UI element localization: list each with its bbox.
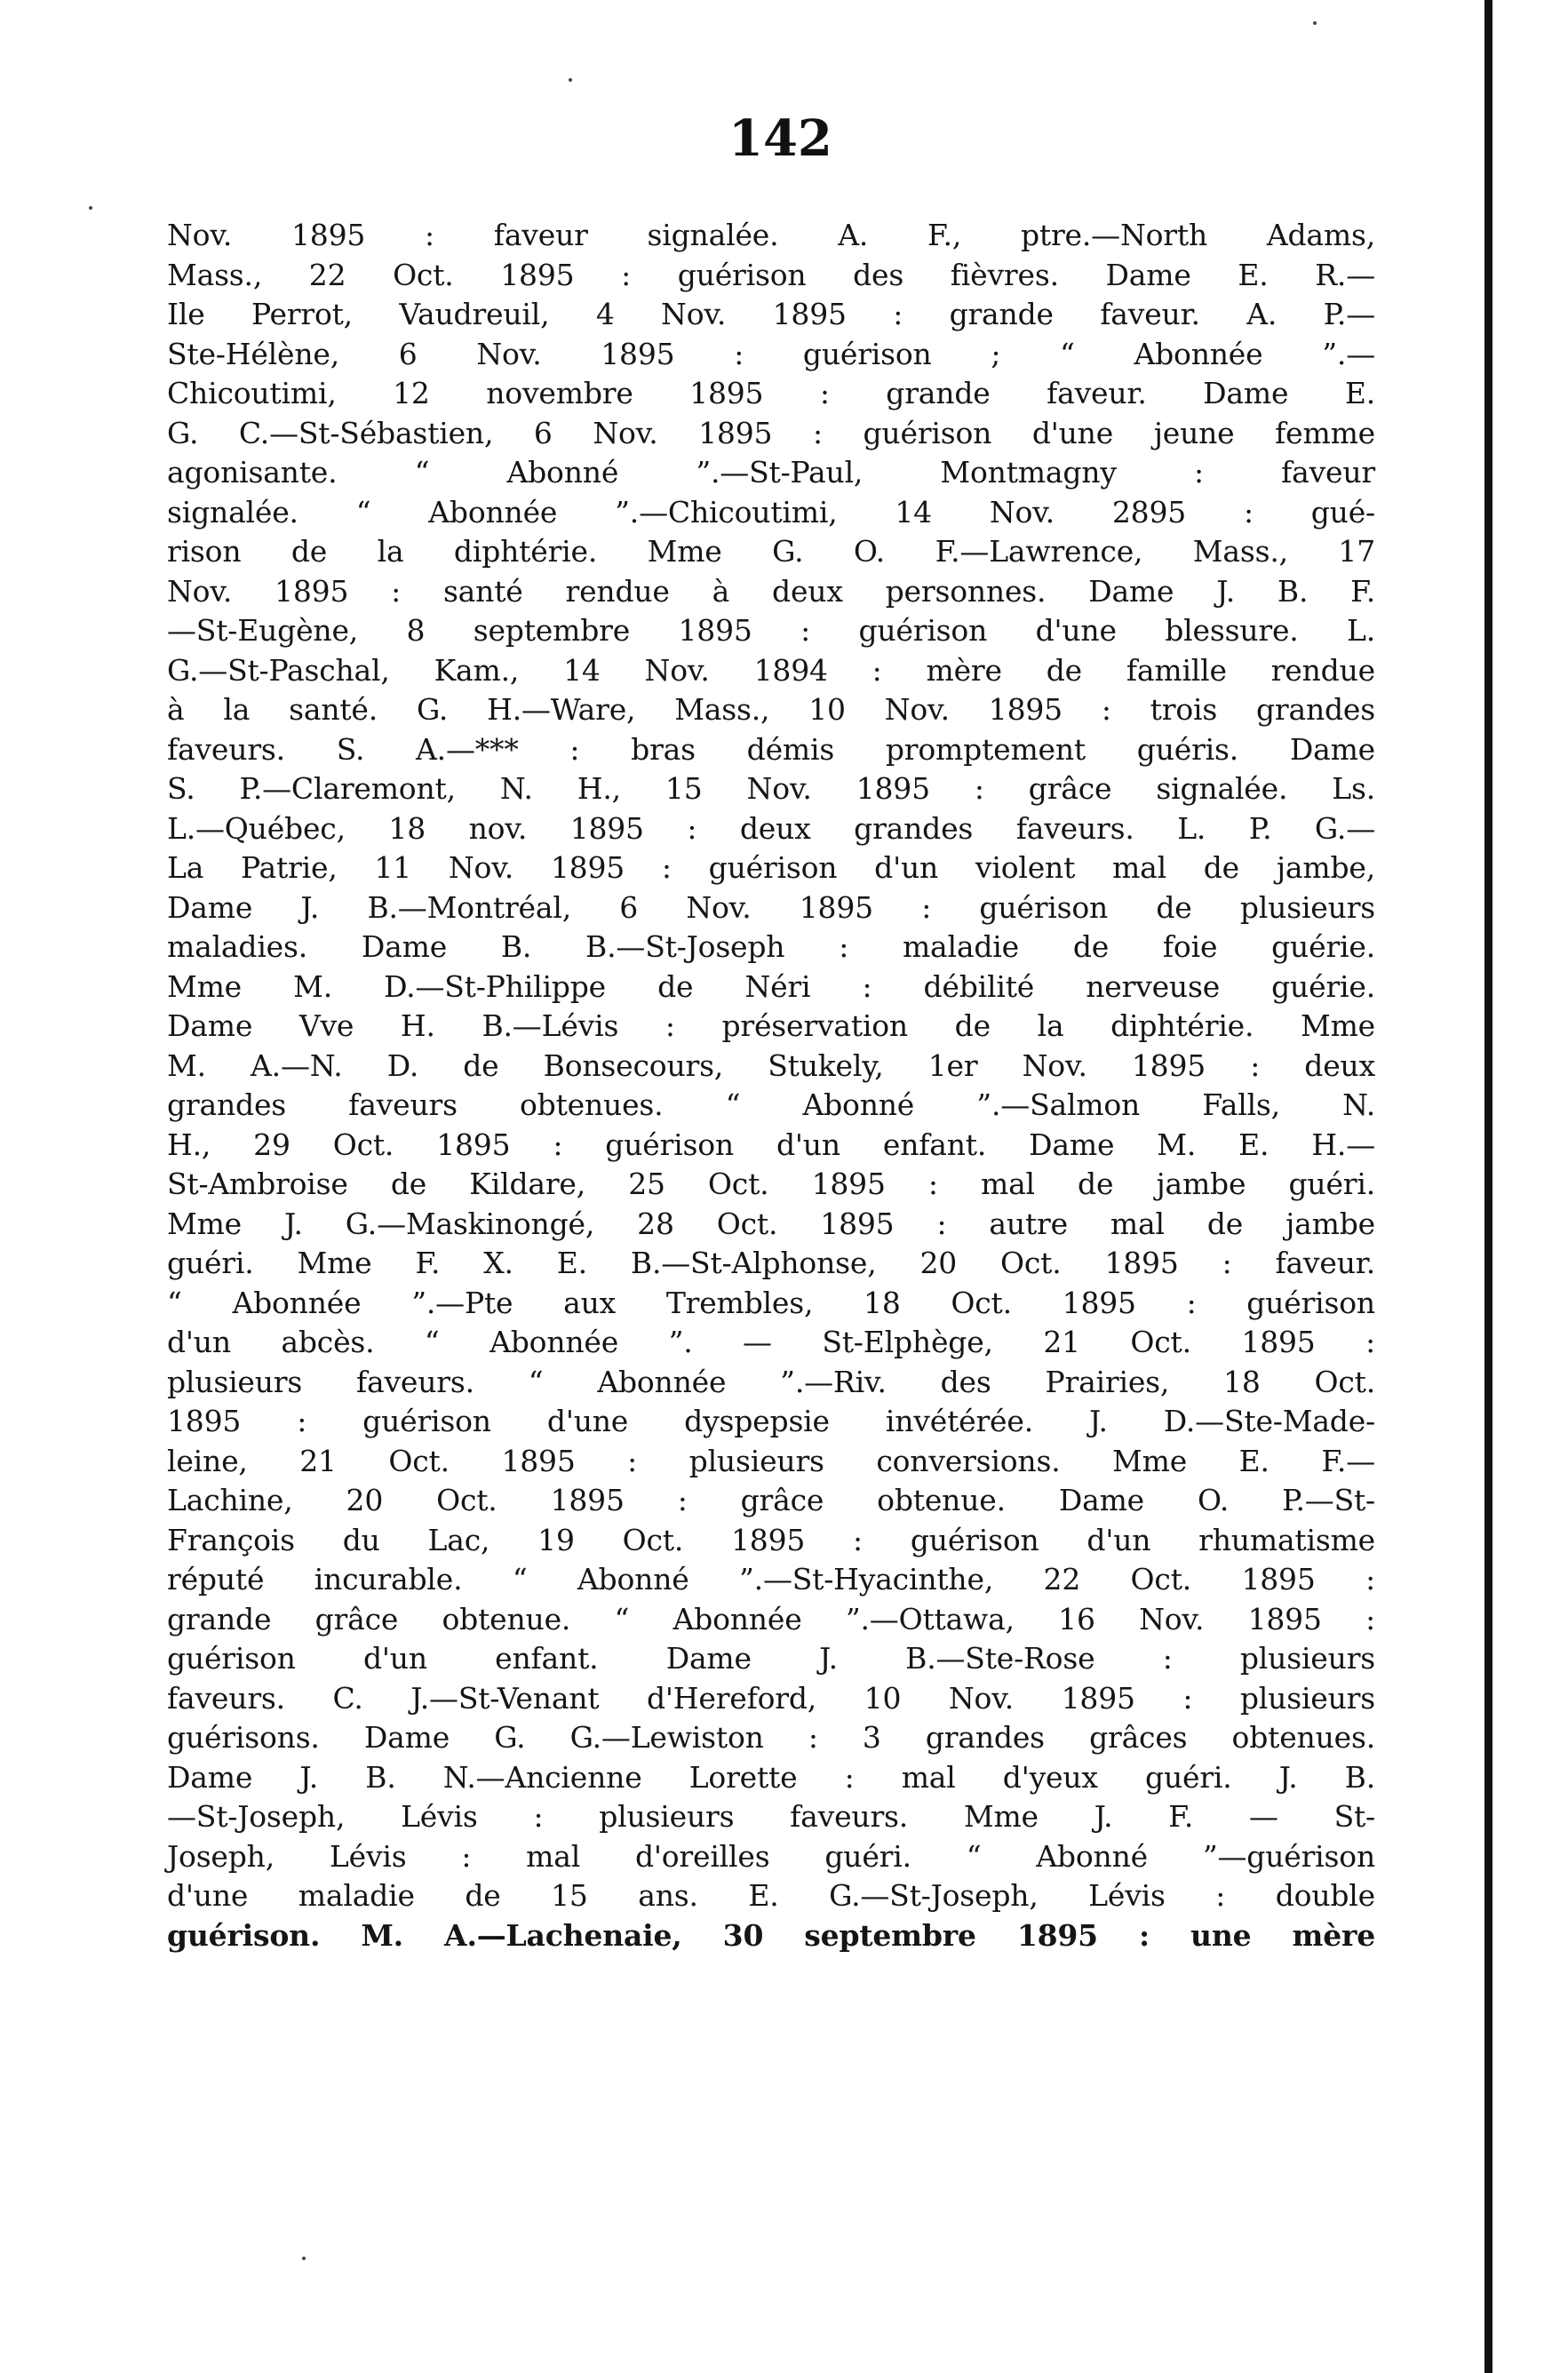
text-line: H., 29 Oct. 1895 : guérison d'un enfant. Dame M. E. H.— <box>167 1127 1375 1162</box>
text-line: Ste-Hélène, 6 Nov. 1895 : guérison ; “ Abonnée ”.— <box>167 336 1375 371</box>
text-line: Dame J. B.—Montréal, 6 Nov. 1895 : guérison de plusieurs <box>167 889 1375 925</box>
text-line: M. A.—N. D. de Bonsecours, Stukely, 1er Nov. 1895 : deux <box>167 1047 1375 1083</box>
text-line: 1895 : guérison d'une dyspepsie invétérée. J. D.—Ste-Made- <box>167 1404 1375 1438</box>
text-line: leine, 21 Oct. 1895 : plusieurs conversions. Mme E. F.— <box>167 1443 1375 1478</box>
print-speck <box>569 78 572 82</box>
text-line: Dame J. B. N.—Ancienne Lorette : mal d'yeux guéri. J. B. <box>167 1759 1375 1795</box>
text-line: —St-Eugène, 8 septembre 1895 : guérison d'une blessure. L. <box>167 613 1375 648</box>
text-line: guérisons. Dame G. G.—Lewiston : 3 grandes grâces obtenues. <box>167 1720 1375 1755</box>
print-speck <box>89 206 92 210</box>
page-number: 142 <box>728 109 832 168</box>
text-line: S. P.—Claremont, N. H., 15 Nov. 1895 : grâce signalée. Ls. <box>167 771 1375 806</box>
text-line: Chicoutimi, 12 novembre 1895 : grande faveur. Dame E. <box>167 376 1375 410</box>
text-line: guérison. M. A.—Lachenaie, 30 septembre 1895 : une mère <box>167 1917 1375 1953</box>
text-line: François du Lac, 19 Oct. 1895 : guérison d'un rhumatisme <box>167 1522 1375 1557</box>
text-line: Ile Perrot, Vaudreuil, 4 Nov. 1895 : grande faveur. A. P.— <box>167 297 1375 331</box>
print-speck <box>1313 21 1317 25</box>
text-line: faveurs. C. J.—St-Venant d'Hereford, 10 Nov. 1895 : plusieurs <box>167 1680 1375 1716</box>
body-text <box>167 216 1375 1955</box>
print-speck <box>302 2257 306 2260</box>
text-line: Lachine, 20 Oct. 1895 : grâce obtenue. Dame O. P.—St- <box>167 1483 1375 1517</box>
text-line: Mme M. D.—St-Philippe de Néri : débilité nerveuse guérie. <box>167 968 1375 1004</box>
text-line: “ Abonnée ”.—Pte aux Trembles, 18 Oct. 1895 : guérison <box>167 1285 1375 1320</box>
text-line: grande grâce obtenue. “ Abonnée ”.—Ottawa, 16 Nov. 1895 : <box>167 1601 1375 1636</box>
text-line: Mme J. G.—Maskinongé, 28 Oct. 1895 : autre mal de jambe <box>167 1206 1375 1241</box>
text-line: plusieurs faveurs. “ Abonnée ”.—Riv. des Prairies, 18 Oct. <box>167 1364 1375 1399</box>
text-line: Mass., 22 Oct. 1895 : guérison des fièvres. Dame E. R.— <box>167 257 1375 292</box>
text-line: guérison d'un enfant. Dame J. B.—Ste-Rose : plusieurs <box>167 1641 1375 1676</box>
text-line: guéri. Mme F. X. E. B.—St-Alphonse, 20 Oct. 1895 : faveur. <box>167 1246 1375 1280</box>
text-line: La Patrie, 11 Nov. 1895 : guérison d'un violent mal de jambe, <box>167 850 1375 885</box>
text-line: St-Ambroise de Kildare, 25 Oct. 1895 : mal de jambe guéri. <box>167 1167 1375 1201</box>
text-line: d'une maladie de 15 ans. E. G.—St-Joseph, Lévis : double <box>167 1878 1375 1913</box>
text-line: Joseph, Lévis : mal d'oreilles guéri. “ Abonné ”—guérison <box>167 1838 1375 1874</box>
text-line: maladies. Dame B. B.—St-Joseph : maladie de foie guérie. <box>167 929 1375 964</box>
text-line: —St-Joseph, Lévis : plusieurs faveurs. Mme J. F. — St- <box>167 1799 1375 1834</box>
text-line: Nov. 1895 : faveur signalée. A. F., ptre.—North Adams, <box>167 218 1375 252</box>
text-line: L.—Québec, 18 nov. 1895 : deux grandes faveurs. L. P. G.— <box>167 810 1375 846</box>
text-line: à la santé. G. H.—Ware, Mass., 10 Nov. 1895 : trois grandes <box>167 692 1375 727</box>
page-edge-shadow <box>1484 0 1492 2373</box>
text-line: Dame Vve H. B.—Lévis : préservation de la diphtérie. Mme <box>167 1008 1375 1043</box>
text-line: Nov. 1895 : santé rendue à deux personnes. Dame J. B. F. <box>167 573 1375 609</box>
text-line: réputé incurable. “ Abonné ”.—St-Hyacinthe, 22 Oct. 1895 : <box>167 1562 1375 1597</box>
text-line: signalée. “ Abonnée ”.—Chicoutimi, 14 Nov. 2895 : gué- <box>167 494 1375 530</box>
text-line: G. C.—St-Sébastien, 6 Nov. 1895 : guérison d'une jeune femme <box>167 415 1375 450</box>
text-line: faveurs. S. A.—*** : bras démis promptement guéris. Dame <box>167 731 1375 767</box>
text-line: G.—St-Paschal, Kam., 14 Nov. 1894 : mère de famille rendue <box>167 652 1375 688</box>
text-line: d'un abcès. “ Abonnée ”. — St-Elphège, 21 Oct. 1895 : <box>167 1325 1375 1359</box>
text-line: agonisante. “ Abonné ”.—St-Paul, Montmagny : faveur <box>167 455 1375 490</box>
text-line: grandes faveurs obtenues. “ Abonné ”.—Salmon Falls, N. <box>167 1087 1375 1122</box>
text-line: rison de la diphtérie. Mme G. O. F.—Lawrence, Mass., 17 <box>167 534 1375 569</box>
